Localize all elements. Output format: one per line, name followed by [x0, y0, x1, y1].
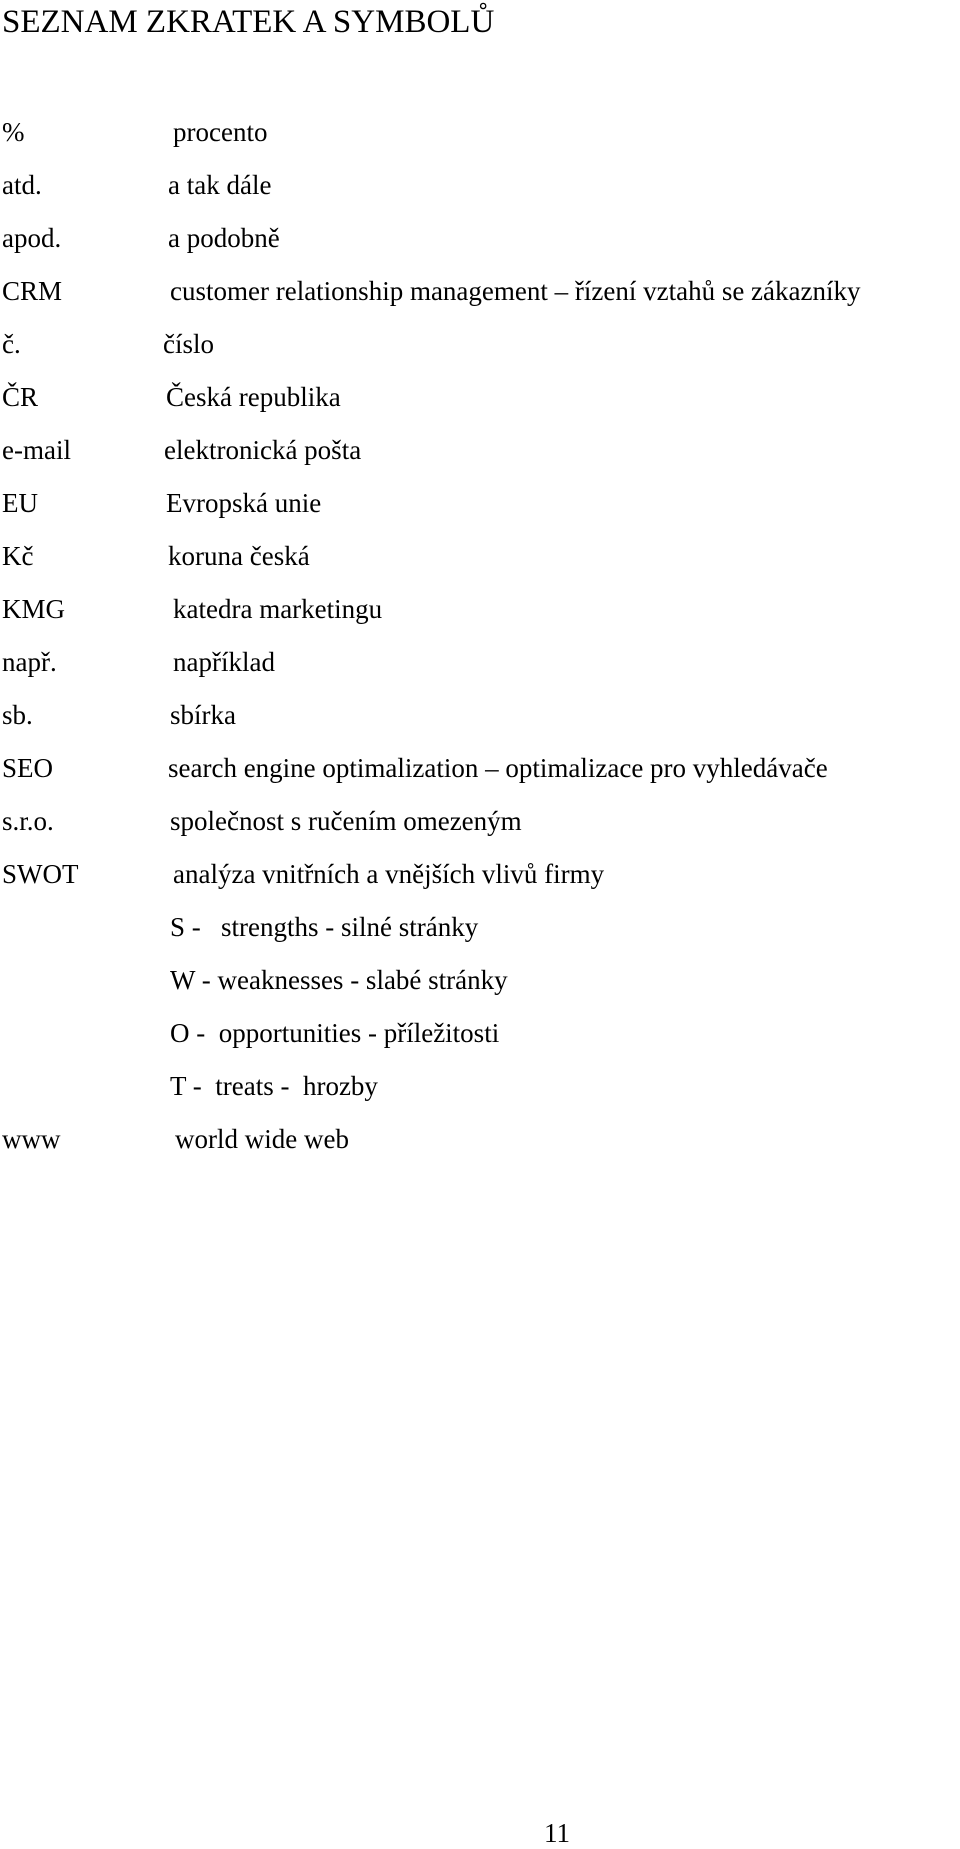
abbr-sro: s.r.o.	[2, 806, 54, 836]
abbr-kc: Kč	[2, 541, 34, 571]
def-email: elektronická pošta	[164, 435, 362, 465]
def-seo: search engine optimalization – optimalizace pro vyhledávače	[168, 753, 828, 783]
abbr-percent: %	[2, 117, 25, 147]
def-www: world wide web	[175, 1124, 349, 1154]
swot-threats: T - treats - hrozby	[170, 1071, 378, 1101]
def-apod: a podobně	[168, 223, 280, 253]
abbr-apod: apod.	[2, 223, 62, 253]
abbr-swot: SWOT	[2, 859, 79, 889]
swot-strengths: S - strengths - silné stránky	[170, 912, 479, 942]
def-sro: společnost s ručením omezeným	[170, 806, 522, 836]
def-atd: a tak dále	[168, 170, 272, 200]
page-title: SEZNAM ZKRATEK A SYMBOLŮ	[2, 4, 495, 40]
abbr-sb: sb.	[2, 700, 33, 730]
def-kmg: katedra marketingu	[173, 594, 383, 624]
def-kc: koruna česká	[168, 541, 310, 571]
abbr-c: č.	[2, 329, 21, 359]
def-eu: Evropská unie	[166, 488, 322, 518]
abbr-cr: ČR	[2, 382, 39, 412]
abbr-www: www	[2, 1124, 61, 1154]
def-napr: například	[173, 647, 275, 677]
abbr-eu: EU	[2, 488, 38, 518]
def-crm: customer relationship management – řízení vztahů se zákazníky	[170, 276, 861, 306]
def-cr: Česká republika	[166, 382, 341, 412]
swot-opportunities: O - opportunities - příležitosti	[170, 1018, 500, 1048]
swot-weaknesses: W - weaknesses - slabé stránky	[170, 965, 508, 995]
page-number: 11	[544, 1818, 570, 1848]
abbr-crm: CRM	[2, 276, 63, 306]
def-swot: analýza vnitřních a vnějších vlivů firmy	[173, 859, 605, 889]
abbr-kmg: KMG	[2, 594, 66, 624]
abbr-seo: SEO	[2, 753, 54, 783]
def-sb: sbírka	[170, 700, 236, 730]
abbr-email: e-mail	[2, 435, 71, 465]
def-c: číslo	[163, 329, 214, 359]
abbr-napr: např.	[2, 647, 57, 677]
def-percent: procento	[173, 117, 268, 147]
abbr-atd: atd.	[2, 170, 42, 200]
